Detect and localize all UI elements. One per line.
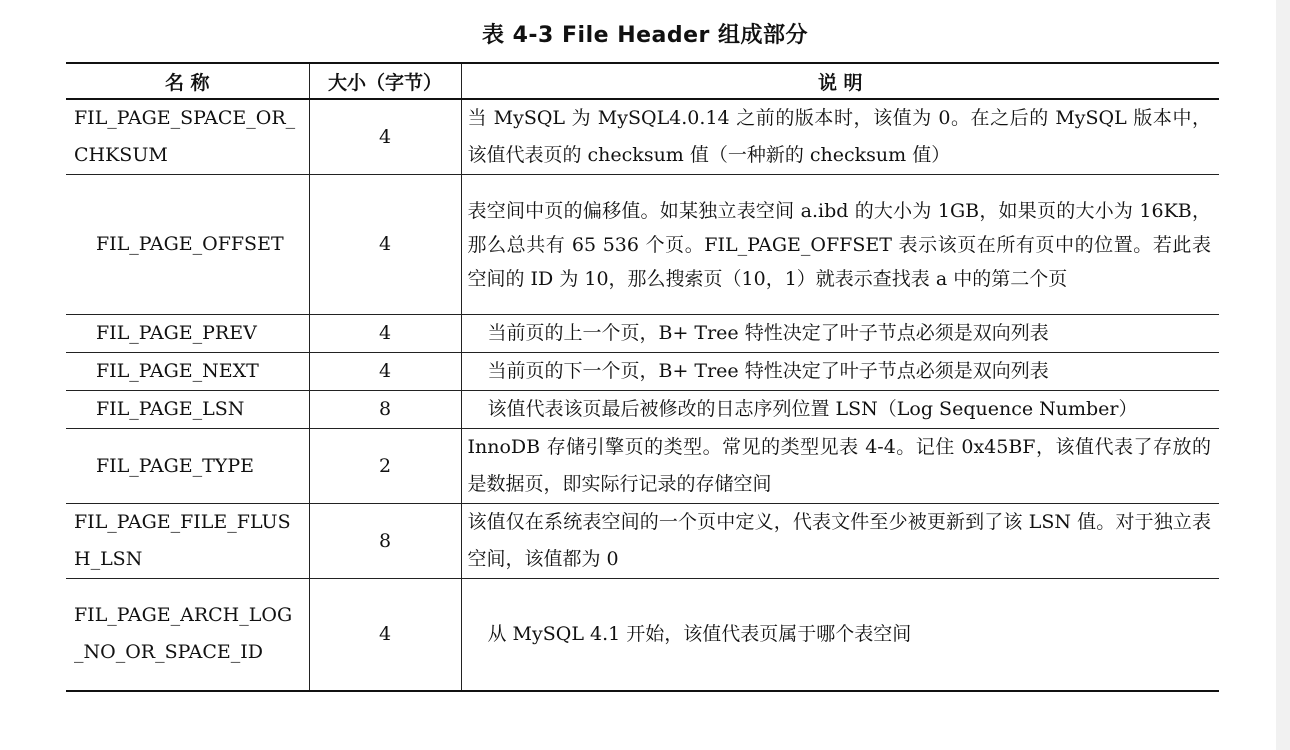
field-desc: 当前页的下一个页，B+ Tree 特性决定了叶子节点必须是双向列表 bbox=[461, 353, 1219, 391]
field-desc: 该值代表该页最后被修改的日志序列位置 LSN（Log Sequence Number） bbox=[461, 391, 1219, 429]
field-name: FIL_PAGE_NEXT bbox=[66, 353, 309, 391]
file-header-table bbox=[66, 62, 1219, 692]
field-name: FIL_PAGE_SPACE_OR_CHKSUM bbox=[66, 99, 309, 175]
table-row bbox=[66, 175, 1219, 315]
table-header-row bbox=[66, 63, 1219, 99]
header-name: 名 称 bbox=[66, 63, 309, 99]
field-size: 4 bbox=[309, 579, 461, 691]
table-row bbox=[66, 579, 1219, 691]
table-row bbox=[66, 504, 1219, 579]
field-desc: 当前页的上一个页，B+ Tree 特性决定了叶子节点必须是双向列表 bbox=[461, 315, 1219, 353]
table-caption: 表 4-3 File Header 组成部分 bbox=[481, 23, 809, 48]
header-size: 大小（字节） bbox=[309, 63, 461, 99]
field-desc: 表空间中页的偏移值。如某独立表空间 a.ibd 的大小为 1GB，如果页的大小为 16KB，那么总共有 65 536 个页。FIL_PAGE_OFFSET 表示该页在所有页中的位置。若此表空间的 ID 为 10，那么搜索页（10，1）就表示查找表 a 中的第二个页 bbox=[461, 175, 1219, 315]
field-name: FIL_PAGE_LSN bbox=[66, 391, 309, 429]
field-desc: 该值仅在系统表空间的一个页中定义，代表文件至少被更新到了该 LSN 值。对于独立表空间，该值都为 0 bbox=[461, 504, 1219, 579]
field-size: 8 bbox=[309, 504, 461, 579]
field-name: FIL_PAGE_ARCH_LOG_NO_OR_SPACE_ID bbox=[66, 579, 309, 691]
field-size: 4 bbox=[309, 315, 461, 353]
field-size: 4 bbox=[309, 175, 461, 315]
table-row bbox=[66, 391, 1219, 429]
field-name: FIL_PAGE_FILE_FLUSH_LSN bbox=[66, 504, 309, 579]
table-row bbox=[66, 353, 1219, 391]
field-name: FIL_PAGE_OFFSET bbox=[66, 175, 309, 315]
field-size: 2 bbox=[309, 429, 461, 504]
field-name: FIL_PAGE_TYPE bbox=[66, 429, 309, 504]
field-desc: InnoDB 存储引擎页的类型。常见的类型见表 4-4。记住 0x45BF，该值代表了存放的是数据页，即实际行记录的存储空间 bbox=[461, 429, 1219, 504]
field-name: FIL_PAGE_PREV bbox=[66, 315, 309, 353]
table-row bbox=[66, 99, 1219, 175]
field-size: 4 bbox=[309, 353, 461, 391]
field-size: 4 bbox=[309, 99, 461, 175]
header-desc: 说 明 bbox=[461, 63, 1219, 99]
field-size: 8 bbox=[309, 391, 461, 429]
field-desc: 当 MySQL 为 MySQL4.0.14 之前的版本时，该值为 0。在之后的 MySQL 版本中，该值代表页的 checksum 值（一种新的 checksum 值） bbox=[461, 99, 1219, 175]
table-row bbox=[66, 429, 1219, 504]
field-desc: 从 MySQL 4.1 开始，该值代表页属于哪个表空间 bbox=[461, 579, 1219, 691]
table-row bbox=[66, 315, 1219, 353]
page-edge bbox=[1276, 0, 1290, 750]
